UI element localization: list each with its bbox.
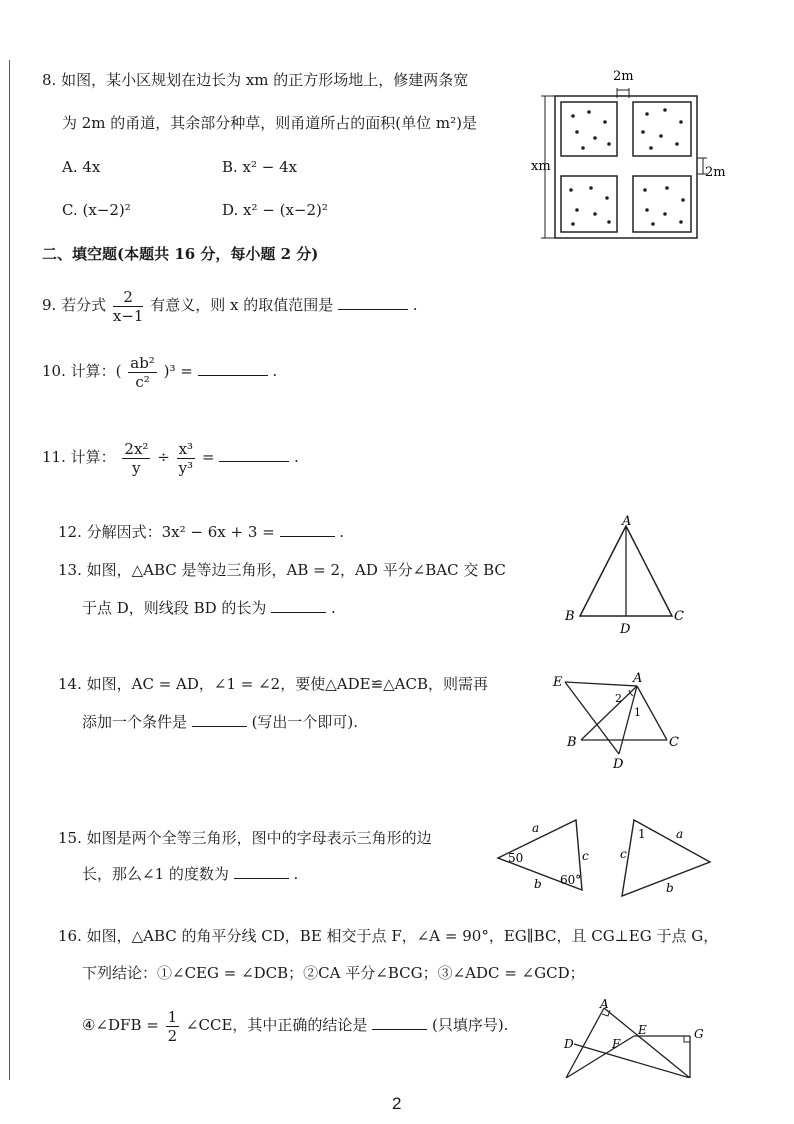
q15-angle-60: 60° bbox=[560, 873, 582, 887]
q10-fraction bbox=[128, 354, 157, 391]
q14-answer-blank[interactable] bbox=[192, 712, 247, 727]
margin-line bbox=[9, 60, 10, 1080]
q15-answer-blank[interactable] bbox=[234, 864, 289, 879]
q12-end: . bbox=[339, 523, 345, 541]
q14-line2-pre: 添加一个条件是 bbox=[82, 713, 188, 731]
q9-answer-blank[interactable] bbox=[338, 295, 408, 310]
q11-post: = bbox=[201, 448, 215, 466]
q8-option-b: B. x² − 4x bbox=[222, 158, 298, 176]
q15-right-c: c bbox=[620, 847, 627, 861]
q15-figure bbox=[492, 812, 712, 902]
q10-num: ab² bbox=[130, 353, 155, 372]
q13-label-c: C bbox=[674, 609, 684, 624]
q14-label-d: D bbox=[613, 757, 624, 772]
q13-line2-text: 于点 D，则线段 BD 的长为 bbox=[82, 599, 267, 617]
q11-pre: 11. 计算： bbox=[42, 448, 116, 466]
q16-line3-pre: ④∠DFB = bbox=[82, 1016, 159, 1034]
q16-line3 bbox=[82, 1006, 508, 1045]
q10-answer-blank[interactable] bbox=[198, 361, 268, 376]
q13-line2 bbox=[82, 598, 336, 618]
q15-left-c: c bbox=[582, 849, 589, 863]
q13-label-a: A bbox=[622, 514, 632, 529]
q13-figure bbox=[560, 512, 690, 637]
section-2-heading: 二、填空题(本题共 16 分，每小题 2 分) bbox=[42, 245, 319, 263]
q11-end: . bbox=[293, 448, 299, 466]
q11-num1: 2x² bbox=[124, 439, 149, 458]
q15-right-a: a bbox=[676, 827, 684, 841]
q15-line2 bbox=[82, 864, 298, 884]
q15-left-a: a bbox=[532, 821, 540, 835]
q14-label-a: A bbox=[633, 671, 643, 686]
q16-label-d: D bbox=[564, 1037, 574, 1051]
q13-line1: 13. 如图，△ABC 是等边三角形，AB = 2，AD 平分∠BAC 交 BC bbox=[58, 561, 506, 579]
q14-angle-1: 1 bbox=[634, 706, 641, 719]
q16-den: 2 bbox=[167, 1026, 178, 1045]
q14-figure bbox=[545, 668, 695, 773]
q14-angle-2: 2 bbox=[615, 692, 622, 705]
q13-label-b: B bbox=[565, 609, 575, 624]
q11-den2: y³ bbox=[178, 458, 194, 477]
q9-fraction bbox=[113, 288, 144, 325]
q9 bbox=[42, 286, 418, 325]
q16-figure bbox=[560, 998, 710, 1078]
q16-line1: 16. 如图，△ABC 的角平分线 CD，BE 相交于点 F，∠A = 90°，EG∥BC，且 CG⊥EG 于点 G， bbox=[58, 927, 719, 945]
q16-answer-blank[interactable] bbox=[372, 1015, 427, 1030]
q14-label-c: C bbox=[669, 735, 679, 750]
q15-line2-pre: 长，那么∠1 的度数为 bbox=[82, 865, 229, 883]
q8-line2: 为 2m 的甬道，其余部分种草，则甬道所占的面积(单位 m²)是 bbox=[62, 114, 478, 132]
q11-den1: y bbox=[132, 458, 141, 477]
q8-top-label: 2m bbox=[613, 69, 634, 84]
q9-pre: 9. 若分式 bbox=[42, 296, 107, 314]
q15-right-b: b bbox=[666, 881, 674, 895]
q12-text: 12. 分解因式：3x² − 6x + 3 = bbox=[58, 523, 275, 541]
q14-label-b: B bbox=[567, 735, 577, 750]
q8-option-a: A. 4x bbox=[62, 158, 101, 176]
q13-label-d: D bbox=[620, 622, 631, 637]
q8-figure bbox=[525, 60, 735, 250]
q12 bbox=[58, 522, 344, 542]
q11-answer-blank[interactable] bbox=[219, 447, 289, 462]
q16-label-g: G bbox=[694, 1027, 704, 1041]
page-number: 2 bbox=[392, 1094, 402, 1113]
q16-fraction bbox=[166, 1008, 180, 1045]
q14-line2-post: (写出一个即可). bbox=[251, 713, 359, 731]
q11-num2: x³ bbox=[178, 439, 194, 458]
q10-pre: 10. 计算：( bbox=[42, 362, 122, 380]
q9-num: 2 bbox=[113, 288, 144, 307]
q16-line3-end: (只填序号). bbox=[431, 1016, 509, 1034]
q13-end: . bbox=[330, 599, 336, 617]
q11-fraction-2 bbox=[177, 440, 195, 477]
q11 bbox=[42, 438, 299, 477]
q9-end: . bbox=[412, 296, 418, 314]
q8-option-d: D. x² − (x−2)² bbox=[222, 201, 328, 219]
q14-line2 bbox=[82, 712, 358, 732]
q10 bbox=[42, 352, 277, 391]
q15-angle-1: 1 bbox=[638, 827, 646, 841]
q16-label-a: A bbox=[600, 998, 609, 1011]
q12-answer-blank[interactable] bbox=[280, 522, 335, 537]
q8-right-label: 2m bbox=[705, 165, 726, 180]
q16-label-e: E bbox=[638, 1023, 647, 1037]
q11-op: ÷ bbox=[157, 448, 170, 466]
q15-line1: 15. 如图是两个全等三角形，图中的字母表示三角形的边 bbox=[58, 829, 432, 847]
q15-angle-50: 50 bbox=[508, 851, 524, 865]
q8-line1: 8. 如图，某小区规划在边长为 xm 的正方形场地上，修建两条宽 bbox=[42, 71, 469, 89]
q16-line3-post: ∠CCE，其中正确的结论是 bbox=[185, 1016, 368, 1034]
q11-fraction-1 bbox=[122, 440, 150, 477]
q14-line1: 14. 如图，AC = AD，∠1 = ∠2，要使△ADE≌△ACB，则需再 bbox=[58, 675, 489, 693]
q15-left-b: b bbox=[534, 877, 542, 891]
q9-post: 有意义，则 x 的取值范围是 bbox=[150, 296, 334, 314]
q16-num: 1 bbox=[167, 1007, 178, 1026]
q16-line2: 下列结论：①∠CEG = ∠DCB；②CA 平分∠BCG；③∠ADC = ∠GCD； bbox=[82, 964, 585, 982]
q9-den: x−1 bbox=[112, 306, 144, 325]
q15-end: . bbox=[293, 865, 299, 883]
q13-answer-blank[interactable] bbox=[271, 598, 326, 613]
q10-end: . bbox=[272, 362, 278, 380]
q10-den: c² bbox=[135, 372, 150, 391]
q10-post: )³ = bbox=[163, 362, 193, 380]
q8-side-label: xm bbox=[531, 159, 551, 174]
q16-label-f: F bbox=[612, 1037, 621, 1051]
q14-label-e: E bbox=[553, 675, 563, 690]
q8-option-c: C. (x−2)² bbox=[62, 201, 131, 219]
